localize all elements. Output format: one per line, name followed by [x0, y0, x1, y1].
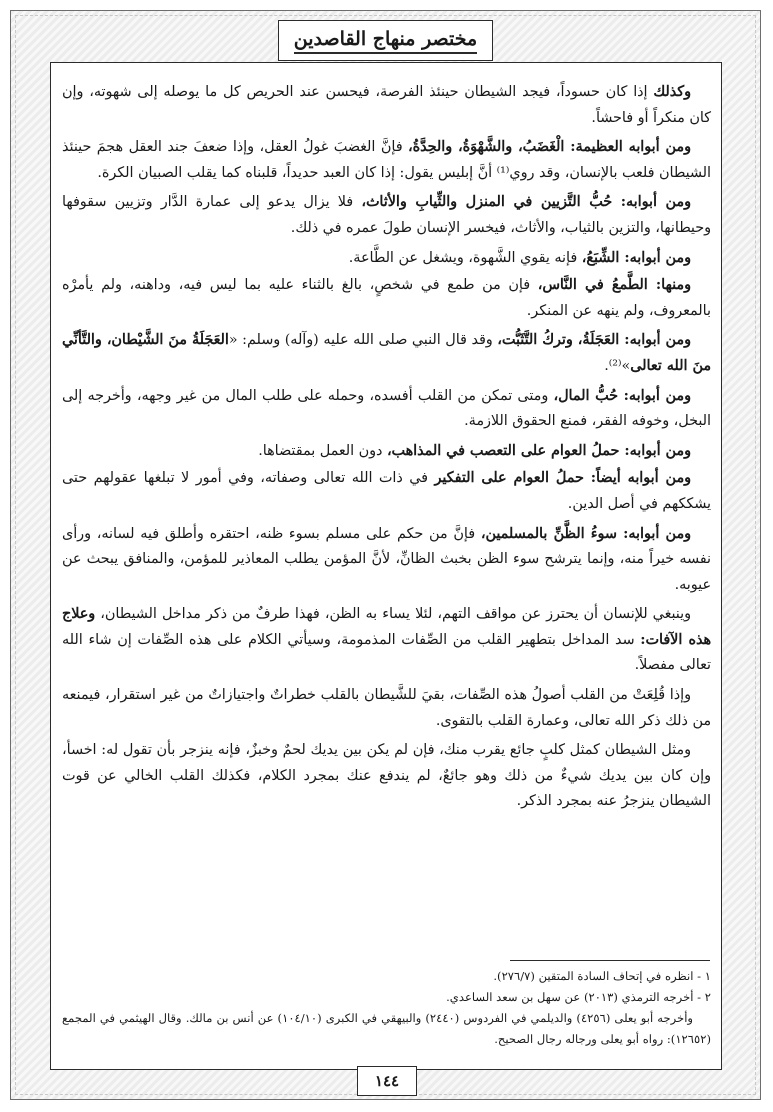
footnote-2-continued: وأخرجه أبو يعلى (٤٢٥٦) والديلمي في الفردوس (٢٤٤٠) والبيهقي في الكبرى (١٠٤/١٠) عن أنس بن مالك. وقال الهيثمي في المجمع (١٢٦٥٢): رواه أبو يعلى ورجاله رجال الصحيح. — [62, 1011, 711, 1046]
book-title: مختصر منهاج القاصدين — [294, 27, 477, 54]
paragraph-haste: ومن أبوابه: العَجَلَةُ، وتركُ التَّثَبُّت، وقد قال النبي صلى الله عليه (وآله) وسلم: «العَجَلَةُ منَ الشَّيْطان، والتَّأنِّي منَ الله تعالى»⁽²⁾. — [62, 332, 711, 374]
lead-phrase: وكذلك — [653, 84, 691, 100]
footnotes — [62, 966, 711, 1050]
lead-phrase: ومن أبوابه: الشِّبَعُ، — [581, 249, 691, 266]
footnote-separator — [510, 960, 710, 961]
lead-phrase: ومن أبوابه: سوءُ الظَّنِّ بالمسلمين، — [480, 525, 692, 542]
paragraph-suspicion: ومن أبوابه: سوءُ الظَّنِّ بالمسلمين، فإنَّ من حكم على مسلم بسوء ظنه، احتقره وأطلق فيه لسانه، ورأى نفسه خيراً منه، وإنما يترشح سوء الظن بخبث الظانِّ، لأنَّ المؤمن يطلب المعاذير للمؤمن، والمنافق يبحث عن عيوبه. — [62, 525, 711, 593]
footnote-2: ٢ - أخرجه الترمذي (٢٠١٣) عن سهل بن سعد الساعدي. — [446, 990, 711, 1004]
paragraph-fanaticism: ومن أبوابه: حملُ العوام على التعصب في المذاهب، دون العمل بمقتضاها. — [258, 442, 691, 459]
running-header — [278, 20, 493, 61]
lead-phrase: ومن أبوابه: حُبُّ التَّزيين في المنزل والثِّيابِ والأثاث، — [361, 194, 691, 211]
page-number-box — [357, 1066, 417, 1096]
paragraph-wealth: ومن أبوابه: حُبُّ المال، ومتى تمكن من القلب أفسده، وحمله على طلب المال من غير وجهه، وأخرجه إلى البخل، وخوفه الفقر، فمنع الحقوق اللازمة. — [62, 387, 711, 430]
main-text — [62, 80, 711, 819]
lead-phrase: وعلاج هذه الآفات: — [62, 606, 711, 648]
lead-phrase: ومن أبوابه العظيمة: الْغَضَبُ، والشَّهْوَةُ، والحِدَّةُ، — [408, 139, 691, 156]
hadith-quote: العَجَلَةُ منَ الشَّيْطان، والتَّأنِّي منَ الله تعالى — [62, 332, 711, 374]
page-number: ١٤٤ — [374, 1072, 400, 1090]
paragraph-envy: وكذلك إذا كان حسوداً، فيجد الشيطان حينئذ الفرصة، فيحسن عند الحريص كل ما يوصله إلى شهوته، وإن كان منكراً أو فاحشاً. — [62, 84, 711, 126]
lead-phrase: ومن أبوابه: حملُ العوام على التعصب في المذاهب، — [386, 442, 691, 459]
lead-phrase: ومن أبوابه: العَجَلَةُ، وتركُ التَّثَبُّت، — [497, 332, 691, 349]
lead-phrase: ومنها: الطَّمعُ في النَّاس، — [537, 277, 691, 294]
paragraph-remedy: وينبغي للإنسان أن يحترز عن مواقف التهم، لئلا يساء به الظن، فهذا طرفٌ من ذكر مداخل الشيطان، وعلاج هذه الآفات: سد المداخل بتطهير القلب من الصِّفات المذمومة، وسيأتي الكلام على هذه الصِّفات إن شاء الله تعالى مفصلاً. — [62, 606, 711, 674]
paragraph-greed: ومنها: الطَّمعُ في النَّاس، فإن من طمع في شخصٍ، بالغ بالثناء عليه بما ليس فيه، وداهنه، ولم يأمرْه بالمعروف، ولم ينهه عن المنكر. — [62, 277, 711, 319]
paragraph-uprooting: وإذا قُلِعَتْ من القلب أصولُ هذه الصِّفات، بقيَ للشَّيطان بالقلب خطراتٌ واجتيازاتٌ من غير استقرار، فيمنعه من ذلك ذكر الله تعالى، وعمارة القلب بالتقوى. — [62, 687, 711, 729]
lead-phrase: ومن أبوابه أيضاً: حملُ العوام على التفكير — [434, 470, 692, 487]
paragraph-contemplation: ومن أبوابه أيضاً: حملُ العوام على التفكير في ذات الله تعالى وصفاته، وفي أمور لا تبلغها عقولهم حتى يشككهم في أصل الدين. — [62, 470, 711, 512]
paragraph-satiety: ومن أبوابه: الشِّبَعُ، فإنه يقوي الشَّهوة، ويشغل عن الطَّاعة. — [348, 249, 691, 266]
paragraph-dog-parable: ومثل الشيطان كمثل كلبٍ جائع يقرب منك، فإن لم يكن بين يديك لحمٌ وخبزٌ، فإنه ينزجر بأن تقول له: اخسأ، وإن كان بين يديك شيءٌ من ذلك وهو جائعٌ، لم يندفع عنك بمجرد الكلام، فكذلك القلب الخالي عن قوت الشيطان ينزجرُ عنه بمجرد الذكر. — [62, 742, 711, 810]
paragraph-adornment: ومن أبوابه: حُبُّ التَّزيين في المنزل والثِّيابِ والأثاث، فلا يزال يدعو إلى عمارة الدَّار وتزيين سقوفها وحيطانها، والتزين بالثياب، والأثاث، فيخسر الإنسان طولَ عمره في ذلك. — [62, 194, 711, 236]
footnote-1: ١ - انظره في إتحاف السادة المتقين (٢٧٦/٧). — [493, 969, 711, 983]
lead-phrase: ومن أبوابه: حُبُّ المال، — [553, 387, 691, 404]
paragraph-anger: ومن أبوابه العظيمة: الْغَضَبُ، والشَّهْوَةُ، والحِدَّةُ، فإنَّ الغضبَ غولُ العقل، وإذا ضعفَ جند العقل هجمَ حينئذ الشيطان فلعب بالإنسان، وقد روي⁽¹⁾ أنَّ إبليس يقول: إذا كان العبد حديداً، قلبناه كما يقلب الصبيان الكرة. — [62, 139, 711, 181]
